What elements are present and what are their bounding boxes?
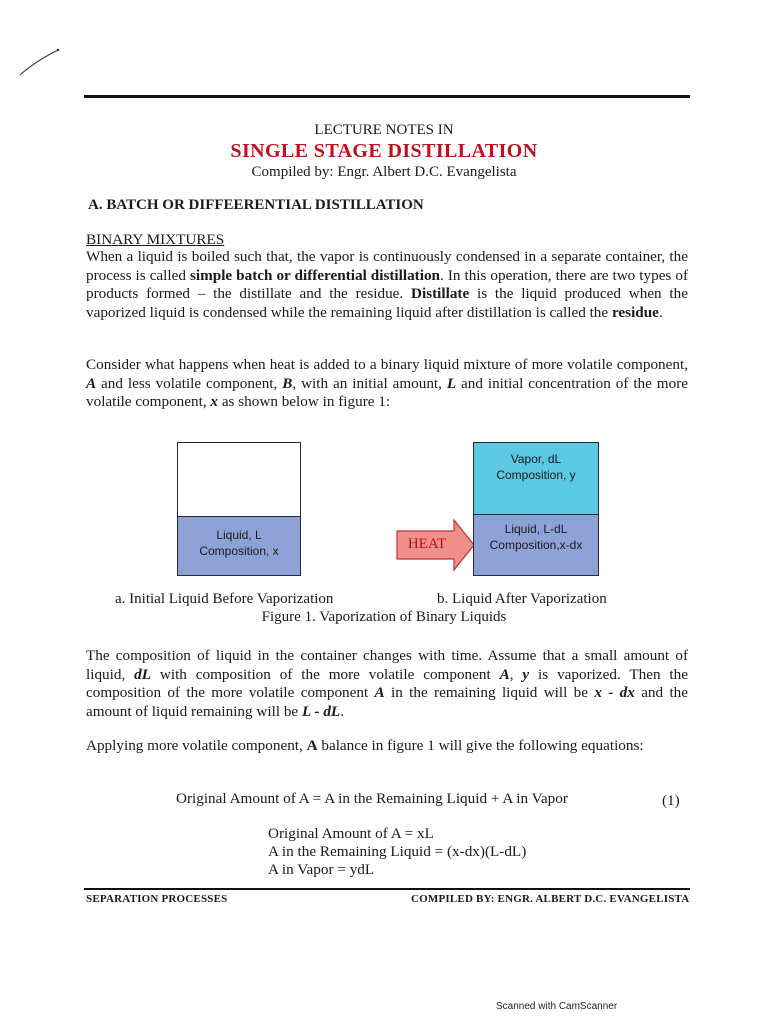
paragraph-3: The composition of liquid in the container changes with time. Assume that a small amount of liquid, dL with composition of the more volatile component A, y is vaporized. Then the composition of the more volatile component A in the remaining liquid will be x - dx and the amount of liquid remaining will be L - dL.: [86, 647, 689, 720]
composition-label-before: Composition, x: [199, 544, 279, 558]
caption-b: b. Liquid After Vaporization: [437, 591, 607, 607]
paragraph-2: Consider what happens when heat is added to a binary liquid mixture of more volatile component, A and less volatile component, B, with an initial amount, L and initial concentration of the more volatile component, x as shown below in figure 1:: [86, 356, 689, 411]
section-heading-a: A. BATCH OR DIFFEERENTIAL DISTILLATION: [88, 197, 424, 213]
composition-label-after: Composition,x-dx: [489, 538, 583, 552]
document-title: SINGLE STAGE DISTILLATION: [230, 140, 538, 162]
vapor-label: Vapor, dL: [510, 452, 562, 466]
eq-line: A in Vapor = ydL: [268, 861, 375, 878]
heat-label: HEAT: [407, 536, 447, 552]
container-after: [473, 442, 599, 576]
figure-title: Figure 1. Vaporization of Binary Liquids: [261, 609, 507, 625]
paragraph-4: Applying more volatile component, A balance in figure 1 will give the following equations:: [86, 737, 644, 754]
vapor-region: [474, 443, 598, 515]
caption-a: a. Initial Liquid Before Vaporization: [115, 591, 334, 607]
subheading-binary-mixtures: BINARY MIXTURES: [86, 231, 225, 248]
pen-mark-icon: [18, 48, 62, 78]
liquid-label-after: Liquid, L-dL: [504, 522, 568, 536]
eq-line: Original Amount of A = xL: [268, 825, 434, 842]
scanner-watermark: Scanned with CamScanner: [496, 1001, 618, 1012]
header-line1: LECTURE NOTES IN: [314, 122, 454, 138]
liquid-region-after: [474, 514, 598, 575]
footer-left: SEPARATION PROCESSES: [86, 893, 228, 905]
top-rule: [84, 95, 690, 98]
container-before: [177, 442, 301, 576]
equation-1: Original Amount of A = A in the Remaining Liquid + A in Vapor: [176, 790, 568, 807]
bottom-rule: [84, 888, 690, 890]
equation-lines: [268, 825, 526, 879]
paragraph-1: When a liquid is boiled such that, the vapor is continuously condensed in a separate container, the process is called simple batch or differential distillation. In this operation, there are two types of products formed – the distillate and the residue. Distillate is the liquid produced when the vaporized liquid is condensed while the remaining liquid after distillation is called the residue.: [86, 248, 688, 321]
eq-line: A in the Remaining Liquid = (x-dx)(L-dL): [268, 843, 527, 860]
author-line: Compiled by: Engr. Albert D.C. Evangelista: [251, 164, 517, 180]
equation-1-number: (1): [662, 792, 680, 809]
vapor-composition-label: Composition, y: [496, 468, 576, 482]
liquid-region-before: [178, 516, 300, 575]
footer-right: COMPILED BY: ENGR. ALBERT D.C. EVANGELISTA: [411, 893, 690, 905]
liquid-label-before: Liquid, L: [216, 528, 262, 542]
